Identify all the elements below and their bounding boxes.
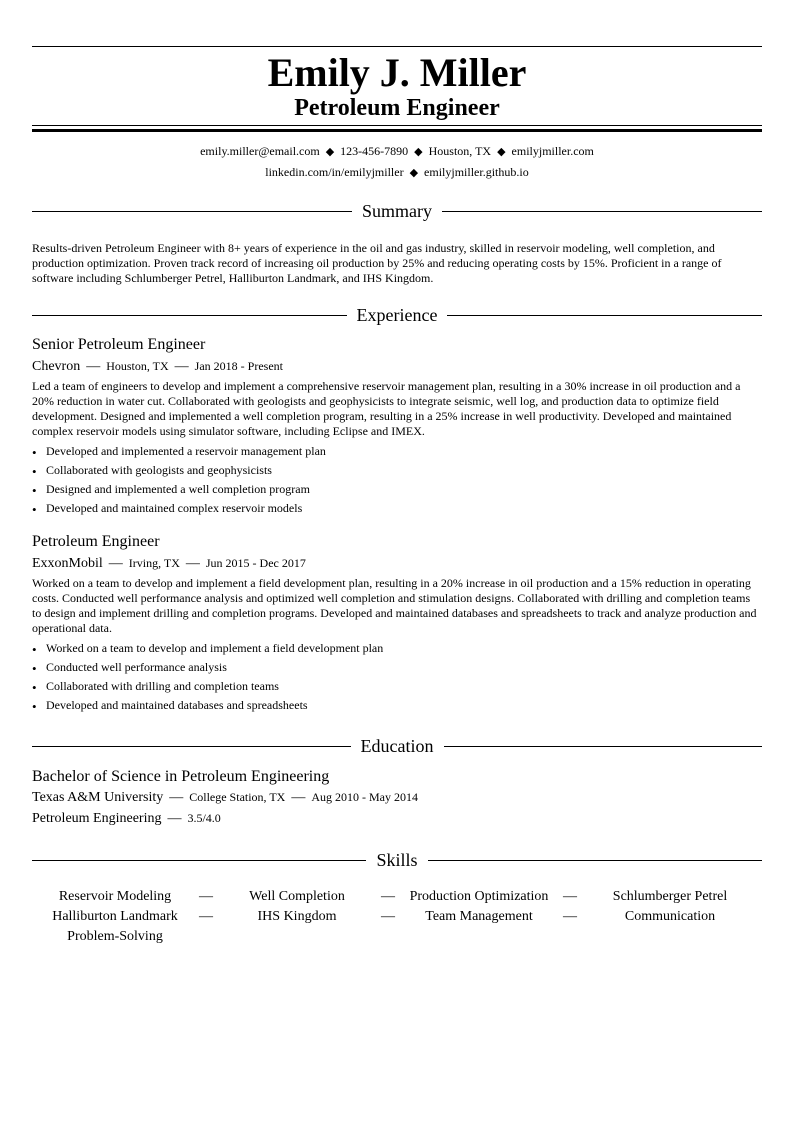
diamond-separator-icon: ◆ <box>497 146 506 158</box>
dash-separator: — <box>174 359 189 374</box>
diamond-separator-icon: ◆ <box>414 146 423 158</box>
job-title: Petroleum Engineer <box>32 533 160 550</box>
dash-separator: — <box>381 909 395 924</box>
school-location: College Station, TX <box>189 790 286 804</box>
list-item: • Developed and maintained complex reservoir models <box>32 499 762 518</box>
gpa: 3.5/4.0 <box>187 811 221 825</box>
dash-separator: — <box>169 790 184 805</box>
heading-rule-left <box>32 211 352 212</box>
phone-number: 123-456-7890 <box>340 144 409 158</box>
diamond-separator-icon: ◆ <box>325 146 335 158</box>
list-item: • Collaborated with geologists and geophysicists <box>32 461 762 480</box>
dash-separator: — <box>86 359 101 374</box>
section-title-education: Education <box>360 736 434 756</box>
dash-separator: — <box>167 811 182 826</box>
section-title-experience: Experience <box>356 305 438 325</box>
contact-line-1 <box>32 141 762 162</box>
job-entry <box>32 335 762 518</box>
job-location: Irving, TX <box>128 556 180 570</box>
company-name: ExxonMobil <box>32 556 103 571</box>
major: Petroleum Engineering <box>32 811 162 826</box>
heading-rule-right <box>442 211 762 212</box>
job-meta <box>32 554 762 573</box>
diamond-separator-icon: ◆ <box>409 167 419 179</box>
skill-item: Problem-Solving <box>67 929 163 944</box>
job-location: Houston, TX <box>106 359 169 373</box>
dash-separator: — <box>563 889 577 904</box>
school-name: Texas A&M University <box>32 790 164 805</box>
location: Houston, TX <box>428 144 492 158</box>
degree: Bachelor of Science in Petroleum Engineering <box>32 768 330 785</box>
skill-item: Communication <box>624 909 716 924</box>
candidate-name: Emily J. Miller <box>267 50 527 95</box>
list-item: • Conducted well performance analysis <box>32 658 762 677</box>
skills-grid <box>32 887 762 947</box>
top-rule <box>32 46 762 47</box>
candidate-title: Petroleum Engineer <box>294 95 500 121</box>
major-line <box>32 808 762 829</box>
header-double-rule <box>32 125 762 132</box>
dash-separator: — <box>108 556 123 571</box>
list-item: • Collaborated with drilling and completion teams <box>32 677 762 696</box>
job-meta <box>32 357 762 376</box>
dash-separator: — <box>199 909 213 924</box>
skill-item: Halliburton Landmark <box>52 909 178 924</box>
dash-separator: — <box>185 556 200 571</box>
heading-rule-right <box>447 315 762 316</box>
job-dates: Jun 2015 - Dec 2017 <box>205 556 306 570</box>
school-line <box>32 787 762 808</box>
contact-line-2 <box>32 162 762 183</box>
skill-item: IHS Kingdom <box>257 909 337 924</box>
skill-item: Production Optimization <box>409 889 549 904</box>
heading-rule-right <box>428 860 762 861</box>
job-description: Worked on a team to develop and implement a field development plan, resulting in a 20% increase in oil production and a 15% reduction in operating costs. Conducted well performance analysis and optimized well completion and stimulation designs. Collaborated with drilling and completion teams to design and implement drilling and completion programs. Developed and maintained databases and spreadsheets to track and analyze production and operational data. <box>32 576 757 635</box>
job-dates: Jan 2018 - Present <box>194 359 283 373</box>
skill-item: Team Management <box>425 909 533 924</box>
list-item: • Worked on a team to develop and implement a field development plan <box>32 639 762 658</box>
website-link[interactable]: emilyjmiller.com <box>511 144 594 158</box>
section-title-skills: Skills <box>376 850 418 870</box>
education-heading <box>32 735 762 757</box>
github-link[interactable]: emilyjmiller.github.io <box>424 165 529 179</box>
list-item: • Developed and maintained databases and spreadsheets <box>32 696 762 715</box>
dash-separator: — <box>199 889 213 904</box>
education-entry <box>32 767 762 829</box>
job-bullets <box>32 442 762 518</box>
section-title-summary: Summary <box>362 201 432 221</box>
heading-rule-left <box>32 746 351 747</box>
list-item: • Designed and implemented a well completion program <box>32 480 762 499</box>
skills-heading <box>32 849 762 871</box>
summary-text: Results-driven Petroleum Engineer with 8+ years of experience in the oil and gas industry, skilled in reservoir modeling, well completion, and production optimization. Proven track record of increasing oil production by 25% and reducing operating costs by 15%. Proficient in a range of software including Schlumberger Petrel, Halliburton Landmark, and IHS Kingdom. <box>32 241 722 285</box>
job-entry <box>32 532 762 715</box>
contact-info <box>32 141 762 183</box>
heading-rule-right <box>444 746 763 747</box>
experience-heading <box>32 304 762 326</box>
job-bullets <box>32 639 762 715</box>
skill-item: Reservoir Modeling <box>58 889 172 904</box>
dash-separator: — <box>381 889 395 904</box>
dash-separator: — <box>563 909 577 924</box>
skill-item: Schlumberger Petrel <box>612 889 728 904</box>
job-description: Led a team of engineers to develop and implement a comprehensive reservoir management plan, resulting in a 30% increase in oil production and a 20% reduction in water cut. Collaborated with geologists and geophysicists to integrate seismic, well log, and production data to optimize field development. Designed and implemented a well completion program, resulting in a 25% increase in well productivity. Developed and maintained complex reservoir models using simulator software, including Eclipse and IMEX. <box>32 379 741 438</box>
list-item: • Developed and implemented a reservoir management plan <box>32 442 762 461</box>
resume-page <box>32 46 762 947</box>
heading-rule-left <box>32 315 347 316</box>
heading-rule-left <box>32 860 366 861</box>
job-title: Senior Petroleum Engineer <box>32 336 206 353</box>
email-link[interactable]: emily.miller@email.com <box>200 144 320 158</box>
skill-item: Well Completion <box>249 889 345 904</box>
dash-separator: — <box>291 790 306 805</box>
summary-heading <box>32 200 762 222</box>
company-name: Chevron <box>32 359 81 374</box>
education-dates: Aug 2010 - May 2014 <box>311 790 419 804</box>
linkedin-link[interactable]: linkedin.com/in/emilyjmiller <box>265 165 404 179</box>
